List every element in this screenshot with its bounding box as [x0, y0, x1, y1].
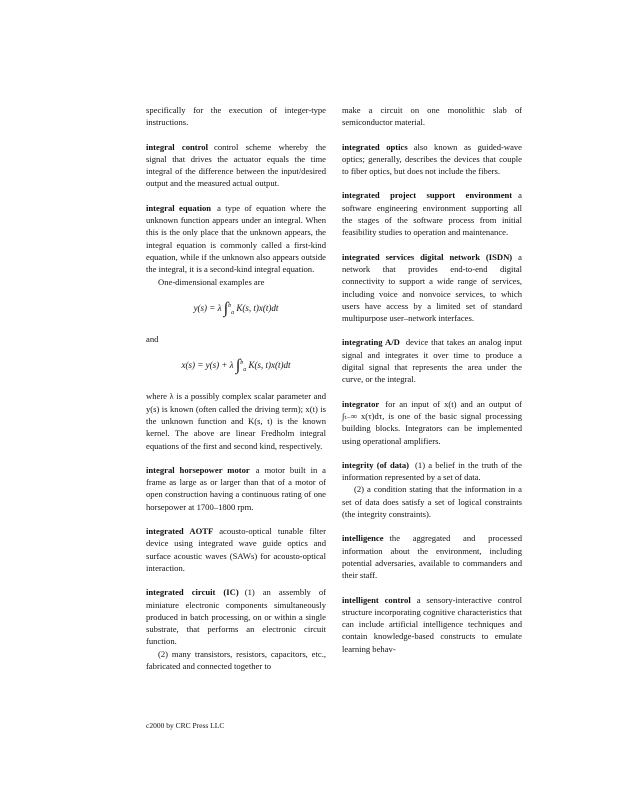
definition: the aggregated and processed information about the environment, including potential adversaries, available to commanders and their staff. — [342, 533, 522, 581]
definition: (1) a belief in the truth of the information represented by a set of data. — [342, 459, 522, 483]
entry-integrated-project-support-environment — [342, 189, 522, 238]
entry-integrating-ad — [342, 336, 522, 385]
definition-paragraph: One-dimensional examples are — [158, 276, 265, 287]
definition: control scheme whereby the signal that drives the actuator equals the time integral of the difference between the input/desired output and the measured actual output. — [146, 141, 326, 189]
term: integral horsepower motor — [146, 464, 250, 475]
lower-limit: a — [243, 367, 247, 374]
entry-integral-horsepower-motor — [146, 464, 326, 513]
equation-1 — [146, 300, 326, 319]
upper-limit: b — [228, 302, 232, 309]
definition-paragraph: where λ is a possibly complex scalar parameter and y(s) is known (often called the driving term); x(t) is the unknown function and K(s, t) is the known kernel. The above are linear Fredholm integral equations of the first and second kind, respectively. — [146, 391, 326, 451]
left-column — [146, 104, 326, 684]
entry-integrator — [342, 398, 522, 447]
definition-paragraph: (2) many transistors, resistors, capacitors, etc., fabricated and connected together to — [146, 648, 326, 671]
eq-lhs: x(s) = y(s) + λ — [181, 360, 234, 371]
term: integrator — [342, 398, 380, 409]
definition: a sensory-interactive control structure incorporating cognitive characteristics that can include artificial intelligence techniques and contain knowledge-based constructs to emulate learning behav- — [342, 594, 522, 654]
term: integrated AOTF — [146, 526, 214, 537]
entry-intelligent-control — [342, 594, 522, 655]
definition: a type of equation where the unknown function appears under an integral. When this is the only place that the unknown appears, the integral equation is commonly called a first-kind equation, while if the unknown also appears outside the integral, it is a second-kind integral equation. — [146, 202, 326, 275]
entry-integral-control — [146, 141, 326, 190]
entry-continuation — [146, 104, 326, 129]
term: integral equation — [146, 202, 212, 213]
definition: (1) an assembly of miniature electronic components simultaneously produced in batch processing, on or within a single substrate, that performs an electronic circuit function. — [146, 587, 326, 647]
entry-isdn — [342, 251, 522, 325]
entry-integrated-optics — [342, 141, 522, 178]
integral-sign: ∫ — [235, 357, 241, 375]
continuation-text: make a circuit on one monolithic slab of semiconductor material. — [342, 105, 522, 128]
entry-integrated-circuit — [146, 586, 326, 672]
definition: a software engineering environment supporting all the stages of the software process from initial feasibility studies to operation and maintenance. — [342, 190, 522, 238]
entry-intelligence — [342, 532, 522, 581]
term: intelligence — [342, 533, 384, 544]
definition-paragraph: (2) a condition stating that the information in a set of data does satisfy a set of logical constraints (the integrity constraints). — [342, 484, 522, 520]
and-text: and — [146, 333, 159, 344]
term: integrated project support environment — [342, 190, 513, 201]
continuation-text: specifically for the execution of integer-type instructions. — [146, 105, 326, 128]
integral-sign: ∫ — [223, 299, 229, 317]
term: intelligent control — [342, 594, 411, 605]
term: integrating A/D — [342, 337, 400, 348]
copyright-footer: c2000 by CRC Press LLC — [146, 721, 225, 730]
definition: device that takes an analog input signal and integrates it over time to produce a digital signal that represents the area under the curve, or the integral. — [342, 337, 522, 385]
term: integrity (of data) — [342, 459, 410, 470]
equation-2 — [146, 357, 326, 376]
eq-rhs: K(s, t)x(t)dt — [236, 302, 279, 313]
eq-rhs: K(s, t)x(t)dt — [248, 360, 291, 371]
entry-continuation — [342, 104, 522, 129]
definition: also known as guided-wave optics; generally, describes the devices that couple to fiber optics, but does not include the fibers. — [342, 141, 522, 177]
definition: a motor built in a frame as large as or larger than that of a motor of open construction having a continuous rating of one horsepower at 1700–1800 rpm. — [146, 464, 326, 512]
definition: acousto-optical tunable filter device using integrated wave guide optics and surface acoustic waves (SAWs) for acousto-optical interaction. — [146, 526, 326, 573]
definition: for an input of x(t) and an output of ∫ₜ₋∞ x(τ)dτ, is one of the basic signal processing building blocks. Integrators can be implemented using operational amplifiers. — [342, 398, 522, 446]
term: integrated circuit (IC) — [146, 587, 239, 598]
term: integrated services digital network (ISDN) — [342, 251, 513, 262]
definition: a network that provides end-to-end digital connectivity to support a wide range of services, including voice and nonvoice services, to which users have access by a limited set of standard multipurpose user–network interfaces. — [342, 251, 522, 324]
entry-integrity — [342, 459, 522, 520]
term: integral control — [146, 141, 208, 152]
entry-integral-equation — [146, 202, 326, 452]
upper-limit: b — [240, 360, 244, 367]
eq-lhs: y(s) = λ — [193, 302, 222, 313]
lower-limit: a — [231, 309, 235, 316]
entry-integrated-aotf — [146, 525, 326, 574]
right-column — [342, 104, 522, 667]
term: integrated optics — [342, 141, 408, 152]
